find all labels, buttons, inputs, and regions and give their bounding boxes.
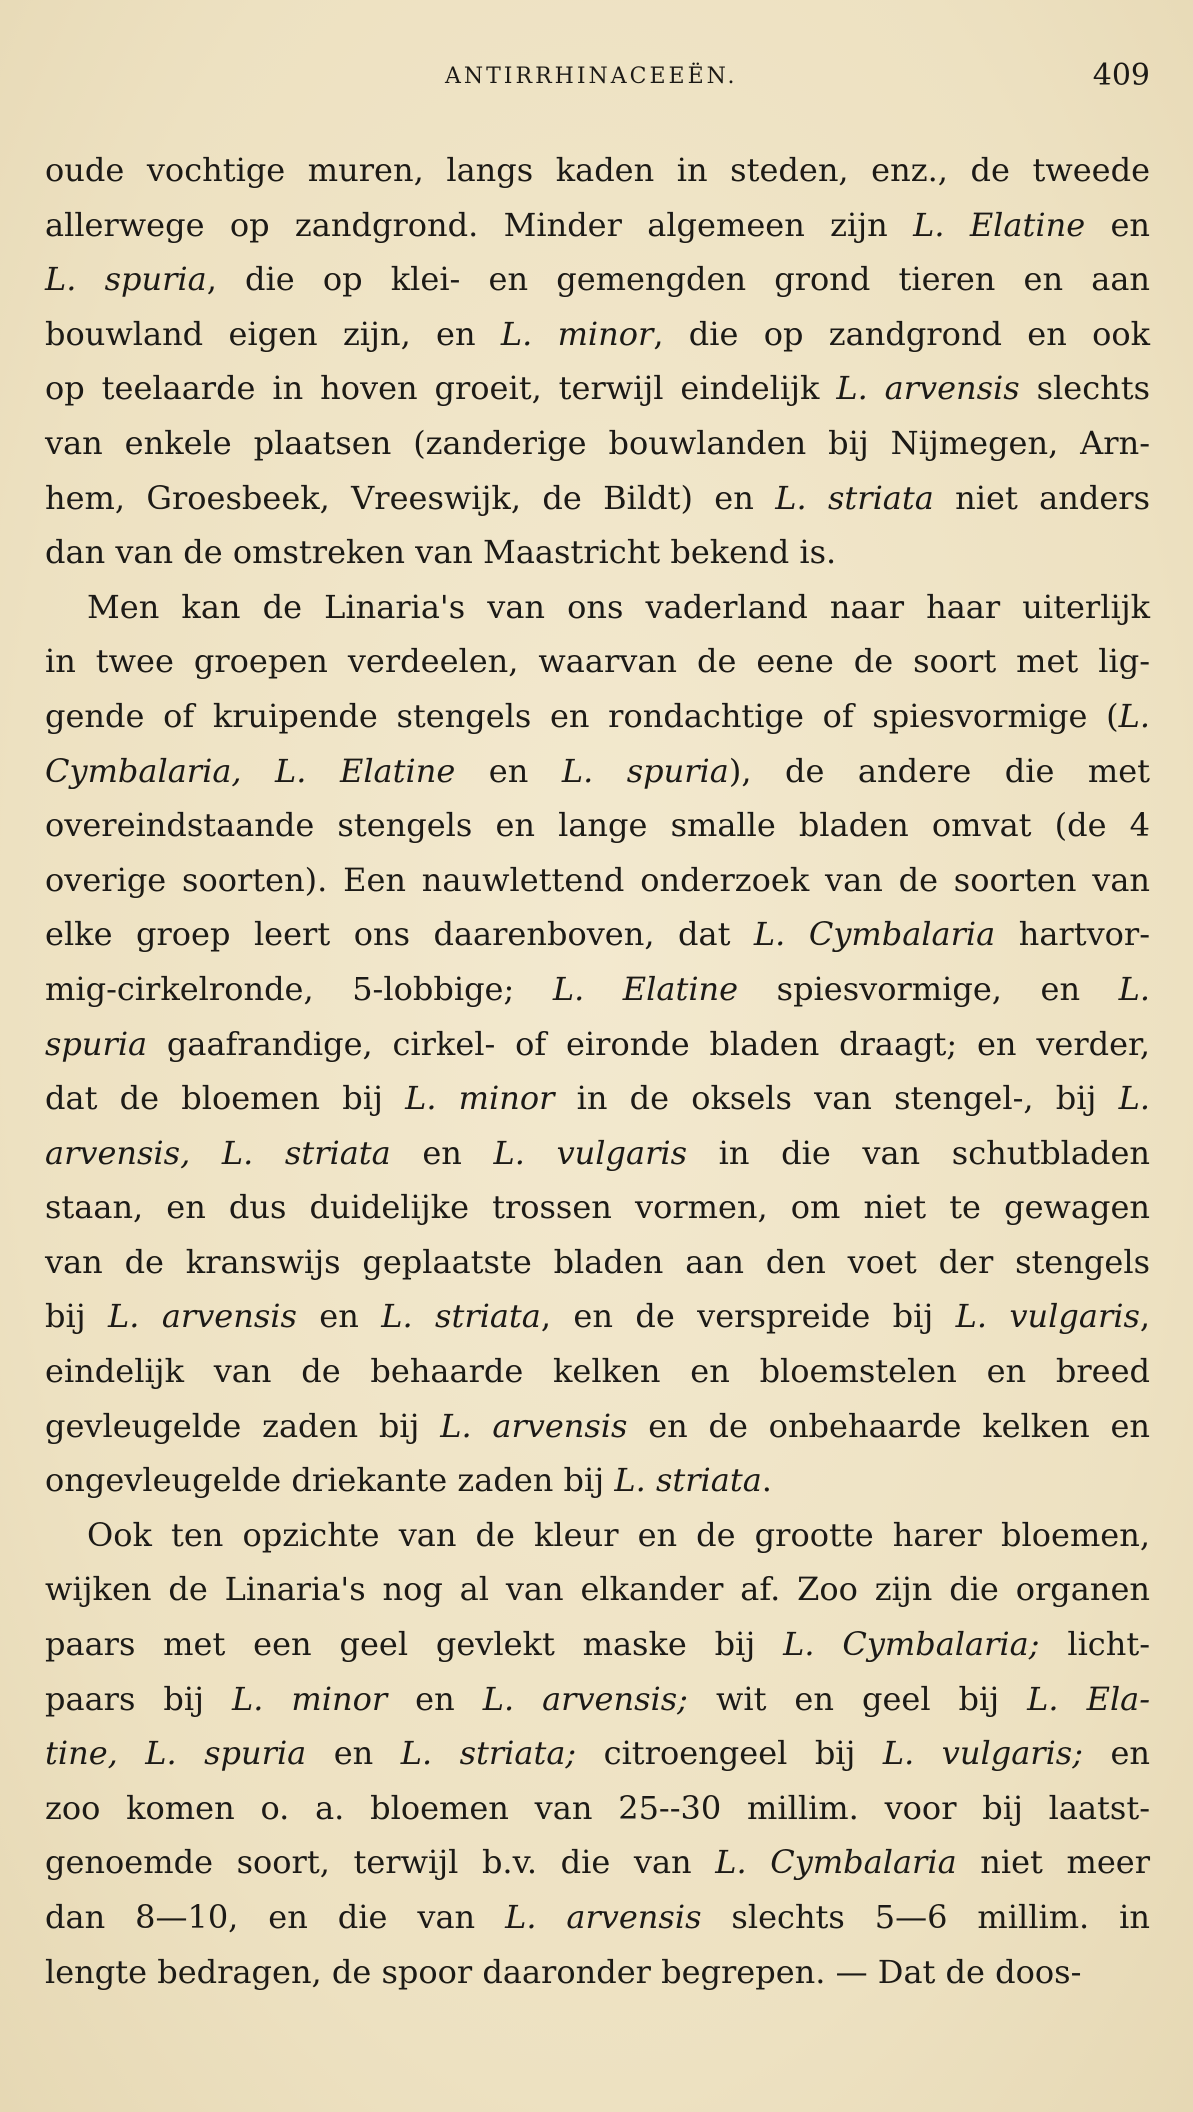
text-segment: ongevleugelde driekante zaden bij xyxy=(45,1461,615,1500)
book-page xyxy=(45,0,1150,2112)
text-line xyxy=(45,744,1150,799)
text-segment: van enkele plaatsen (zanderige bouwlanden bij Nijmegen, Arn- xyxy=(45,423,1150,462)
text-line xyxy=(45,1945,1150,2000)
text-segment: allerwege op zandgrond. Minder algemeen zijn xyxy=(45,205,914,244)
text-line xyxy=(45,416,1150,471)
italic-species-name: L. Ela- xyxy=(1027,1679,1151,1718)
text-segment: Men kan de Linaria's van ons vaderland naar haar uiterlijk xyxy=(87,587,1150,626)
italic-species-name: spuria xyxy=(45,1024,148,1063)
running-title: ANTIRRHINACEEËN. xyxy=(445,64,738,89)
text-line xyxy=(45,1235,1150,1290)
text-segment: gende of kruipende stengels en rondachtige of spiesvormige ( xyxy=(45,696,1119,735)
text-line xyxy=(45,1781,1150,1836)
text-segment: paars bij xyxy=(45,1679,232,1718)
text-segment: en xyxy=(390,1133,494,1172)
text-segment: niet meer xyxy=(956,1843,1150,1882)
text-segment: . xyxy=(761,1461,772,1500)
italic-species-name: L. vulgaris xyxy=(493,1133,688,1172)
text-segment: overige soorten). Een nauwlettend onderzoek van de soorten van xyxy=(45,860,1150,899)
italic-species-name: L. arvensis xyxy=(440,1406,628,1445)
text-segment: en xyxy=(306,1734,401,1773)
text-segment: spiesvormige, en xyxy=(738,969,1119,1008)
text-line xyxy=(45,1672,1150,1727)
italic-species-name: L. vulgaris xyxy=(955,1297,1140,1336)
text-segment: overeindstaande stengels en lange smalle bladen omvat (de 4 xyxy=(45,806,1150,845)
italic-species-name: L. striata xyxy=(614,1461,762,1500)
italic-species-name: L. vulgaris; xyxy=(882,1734,1084,1773)
italic-species-name: Cymbalaria, L. Elatine xyxy=(45,751,456,790)
italic-species-name: tine, L. spuria xyxy=(45,1734,307,1773)
text-line xyxy=(45,580,1150,635)
text-line xyxy=(45,1071,1150,1126)
italic-species-name: L. xyxy=(1118,1079,1151,1118)
text-segment: , en de verspreide bij xyxy=(540,1297,956,1336)
italic-species-name: L. xyxy=(1118,969,1151,1008)
text-line xyxy=(45,634,1150,689)
text-line xyxy=(45,1017,1150,1072)
text-segment: en xyxy=(1085,205,1151,244)
text-line xyxy=(45,907,1150,962)
text-segment: , die op zandgrond en ook xyxy=(653,314,1151,353)
body-text xyxy=(45,143,1150,1999)
text-segment: gevleugelde zaden bij xyxy=(45,1406,441,1445)
text-segment: niet anders xyxy=(933,478,1151,517)
text-line xyxy=(45,471,1150,526)
text-line xyxy=(45,1180,1150,1235)
text-segment: in die van schutbladen xyxy=(687,1133,1151,1172)
text-segment: , xyxy=(1139,1297,1151,1336)
text-segment: Ook ten opzichte van de kleur en de grootte harer bloemen, xyxy=(87,1515,1150,1554)
italic-species-name: L. Cymbalaria xyxy=(715,1843,957,1882)
text-segment: hartvor- xyxy=(995,915,1151,954)
text-line xyxy=(45,689,1150,744)
text-segment: in de oksels van stengel-, bij xyxy=(554,1079,1119,1118)
italic-species-name: L. xyxy=(1118,696,1150,735)
text-segment: gaafrandige, cirkel- of eironde bladen draagt; en verder, xyxy=(147,1024,1150,1063)
italic-species-name: L. striata; xyxy=(400,1734,577,1773)
text-segment: citroengeel bij xyxy=(576,1734,883,1773)
italic-species-name: L. Cymbalaria xyxy=(753,915,996,954)
page-number: 409 xyxy=(1092,58,1150,93)
text-segment: licht- xyxy=(1039,1625,1151,1664)
text-segment: ), de andere die met xyxy=(728,751,1151,790)
text-segment: dat de bloemen bij xyxy=(45,1079,406,1118)
text-segment: dan 8—10, en die van xyxy=(45,1898,506,1936)
text-segment: slechts 5—6 millim. in xyxy=(701,1898,1151,1936)
italic-species-name: L. striata xyxy=(775,478,934,517)
text-line xyxy=(45,853,1150,908)
text-line xyxy=(45,1126,1150,1181)
text-line xyxy=(45,1890,1150,1945)
text-line xyxy=(45,198,1150,253)
text-line xyxy=(45,962,1150,1017)
text-segment: mig-cirkelronde, 5-lobbige; xyxy=(45,969,553,1008)
text-segment: eindelijk van de behaarde kelken en bloemstelen en breed xyxy=(45,1352,1150,1391)
italic-species-name: L. Elatine xyxy=(913,205,1086,244)
text-line xyxy=(45,525,1150,580)
italic-species-name: L. Cymbalaria; xyxy=(783,1625,1040,1664)
text-segment: slechts xyxy=(1019,369,1151,408)
text-segment: , die op klei- en gemengden grond tieren en aan xyxy=(206,260,1150,299)
italic-species-name: L. striata xyxy=(381,1297,541,1336)
text-line xyxy=(45,1453,1150,1508)
page-header xyxy=(45,58,1150,98)
text-line xyxy=(45,1835,1150,1890)
text-segment: van de kranswijs geplaatste bladen aan den voet der stengels xyxy=(45,1242,1150,1281)
italic-species-name: L. arvensis xyxy=(108,1297,297,1336)
text-segment: en xyxy=(455,751,562,790)
text-segment: oude vochtige muren, langs kaden in steden, enz., de tweede xyxy=(45,151,1150,189)
text-segment: elke groep leert ons daarenboven, dat xyxy=(45,915,754,954)
text-line xyxy=(45,1344,1150,1399)
italic-species-name: L. arvensis xyxy=(836,369,1020,408)
text-segment: bij xyxy=(45,1297,109,1336)
text-line xyxy=(45,361,1150,416)
text-line xyxy=(45,1617,1150,1672)
text-segment: paars met een geel gevlekt maske bij xyxy=(45,1625,784,1664)
text-segment: zoo komen o. a. bloemen van 25--30 millim. voor bij laatst- xyxy=(45,1788,1150,1827)
text-segment: en xyxy=(387,1679,483,1718)
italic-species-name: L. spuria xyxy=(45,260,207,299)
text-line xyxy=(45,252,1150,307)
text-line xyxy=(45,1508,1150,1563)
text-segment: hem, Groesbeek, Vreeswijk, de Bildt) en xyxy=(45,478,776,517)
text-segment: bouwland eigen zijn, en xyxy=(45,314,501,353)
text-segment: dan van de omstreken van Maastricht bekend is. xyxy=(45,533,837,572)
italic-species-name: L. minor xyxy=(405,1079,555,1118)
italic-species-name: arvensis, L. striata xyxy=(45,1133,391,1172)
text-line xyxy=(45,798,1150,853)
text-line xyxy=(45,1289,1150,1344)
text-line xyxy=(45,307,1150,362)
italic-species-name: L. minor xyxy=(231,1679,388,1718)
text-segment: staan, en dus duidelijke trossen vormen, om niet te gewagen xyxy=(45,1188,1150,1227)
italic-species-name: L. arvensis; xyxy=(482,1679,688,1718)
italic-species-name: L. arvensis xyxy=(505,1898,702,1936)
text-line xyxy=(45,143,1150,198)
italic-species-name: L. minor xyxy=(500,314,654,353)
text-segment: lengte bedragen, de spoor daaronder begrepen. — Dat de doos- xyxy=(45,1952,1082,1991)
text-segment: wit en geel bij xyxy=(687,1679,1028,1718)
text-segment: en de onbehaarde kelken en xyxy=(627,1406,1151,1445)
text-line xyxy=(45,1726,1150,1781)
text-segment: en xyxy=(296,1297,382,1336)
text-segment: op teelaarde in hoven groeit, terwijl eindelijk xyxy=(45,369,837,408)
text-line xyxy=(45,1399,1150,1454)
text-segment: in twee groepen verdeelen, waarvan de eene de soort met lig- xyxy=(45,642,1150,681)
text-segment: genoemde soort, terwijl b.v. die van xyxy=(45,1843,716,1882)
text-line xyxy=(45,1562,1150,1617)
text-segment: wijken de Linaria's nog al van elkander af. Zoo zijn die organen xyxy=(45,1570,1150,1609)
italic-species-name: L. Elatine xyxy=(552,969,739,1008)
italic-species-name: L. spuria xyxy=(561,751,729,790)
text-segment: en xyxy=(1083,1734,1151,1773)
